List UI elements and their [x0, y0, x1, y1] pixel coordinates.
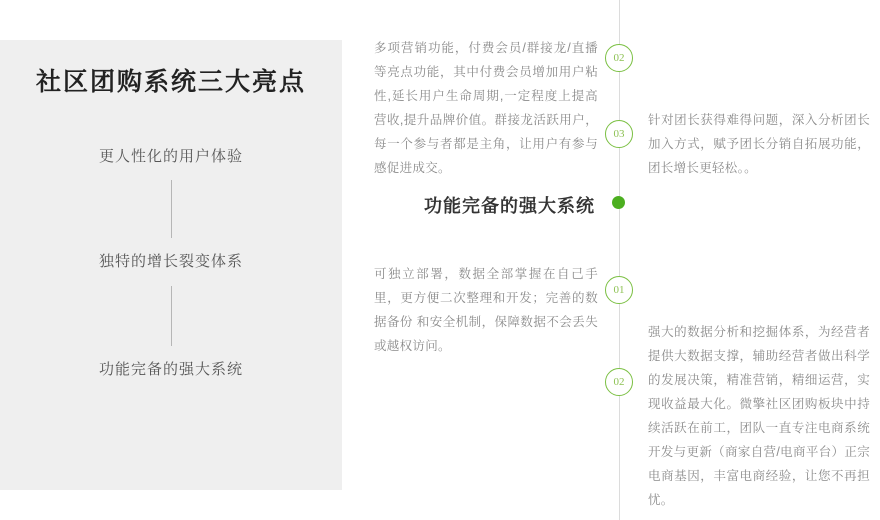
- timeline-node-02-top[interactable]: 02: [605, 44, 633, 72]
- timeline-text-deployment: 可独立部署，数据全部掌握在自己手里，更方便二次整理和开发；完善的数据备份 和安全机制，保障数据不会丢失或越权访问。: [374, 267, 598, 353]
- timeline-text-leader-growth: 针对团长获得难得问题，深入分析团长加入方式，赋予团长分销自拓展功能，团长增长更轻松。。: [648, 113, 870, 175]
- timeline-axis: [619, 0, 620, 520]
- timeline-node-current-dot[interactable]: [612, 196, 625, 209]
- timeline-text-data-analysis: 强大的数据分析和挖掘体系，为经营者提供大数据支撑，辅助经营者做出科学的发展决策，精准营销，精细运营，实现收益最大化。微擎社区团购板块中持续活跃在前工，团队一直专注电商系统开发与更新（商家自营/电商平台）正宗电商基因，丰富电商经验，让您不再担忧。: [648, 325, 870, 507]
- timeline-text-marketing: 多项营销功能，付费会员/群接龙/直播等亮点功能，其中付费会员增加用户粘性,延长用户生命周期,一定程度上提高营收,提升品牌价值。群接龙活跃用户，每一个参与者都是主角，让用户有参与感促进成交。: [374, 41, 598, 175]
- timeline-node-01[interactable]: 01: [605, 276, 633, 304]
- timeline-node-03[interactable]: 03: [605, 120, 633, 148]
- highlight-item-3: 功能完备的强大系统: [98, 361, 243, 378]
- highlight-item-2: 独特的增长裂变体系: [98, 253, 243, 270]
- highlight-connector-2: [171, 286, 172, 346]
- highlight-connector-1: [171, 180, 172, 238]
- page-title: 社区团购系统三大亮点: [35, 68, 306, 96]
- timeline-heading: 功能完备的强大系统: [424, 196, 595, 216]
- highlight-item-1: 更人性化的用户体验: [98, 148, 243, 165]
- timeline-node-02-bottom[interactable]: 02: [605, 368, 633, 396]
